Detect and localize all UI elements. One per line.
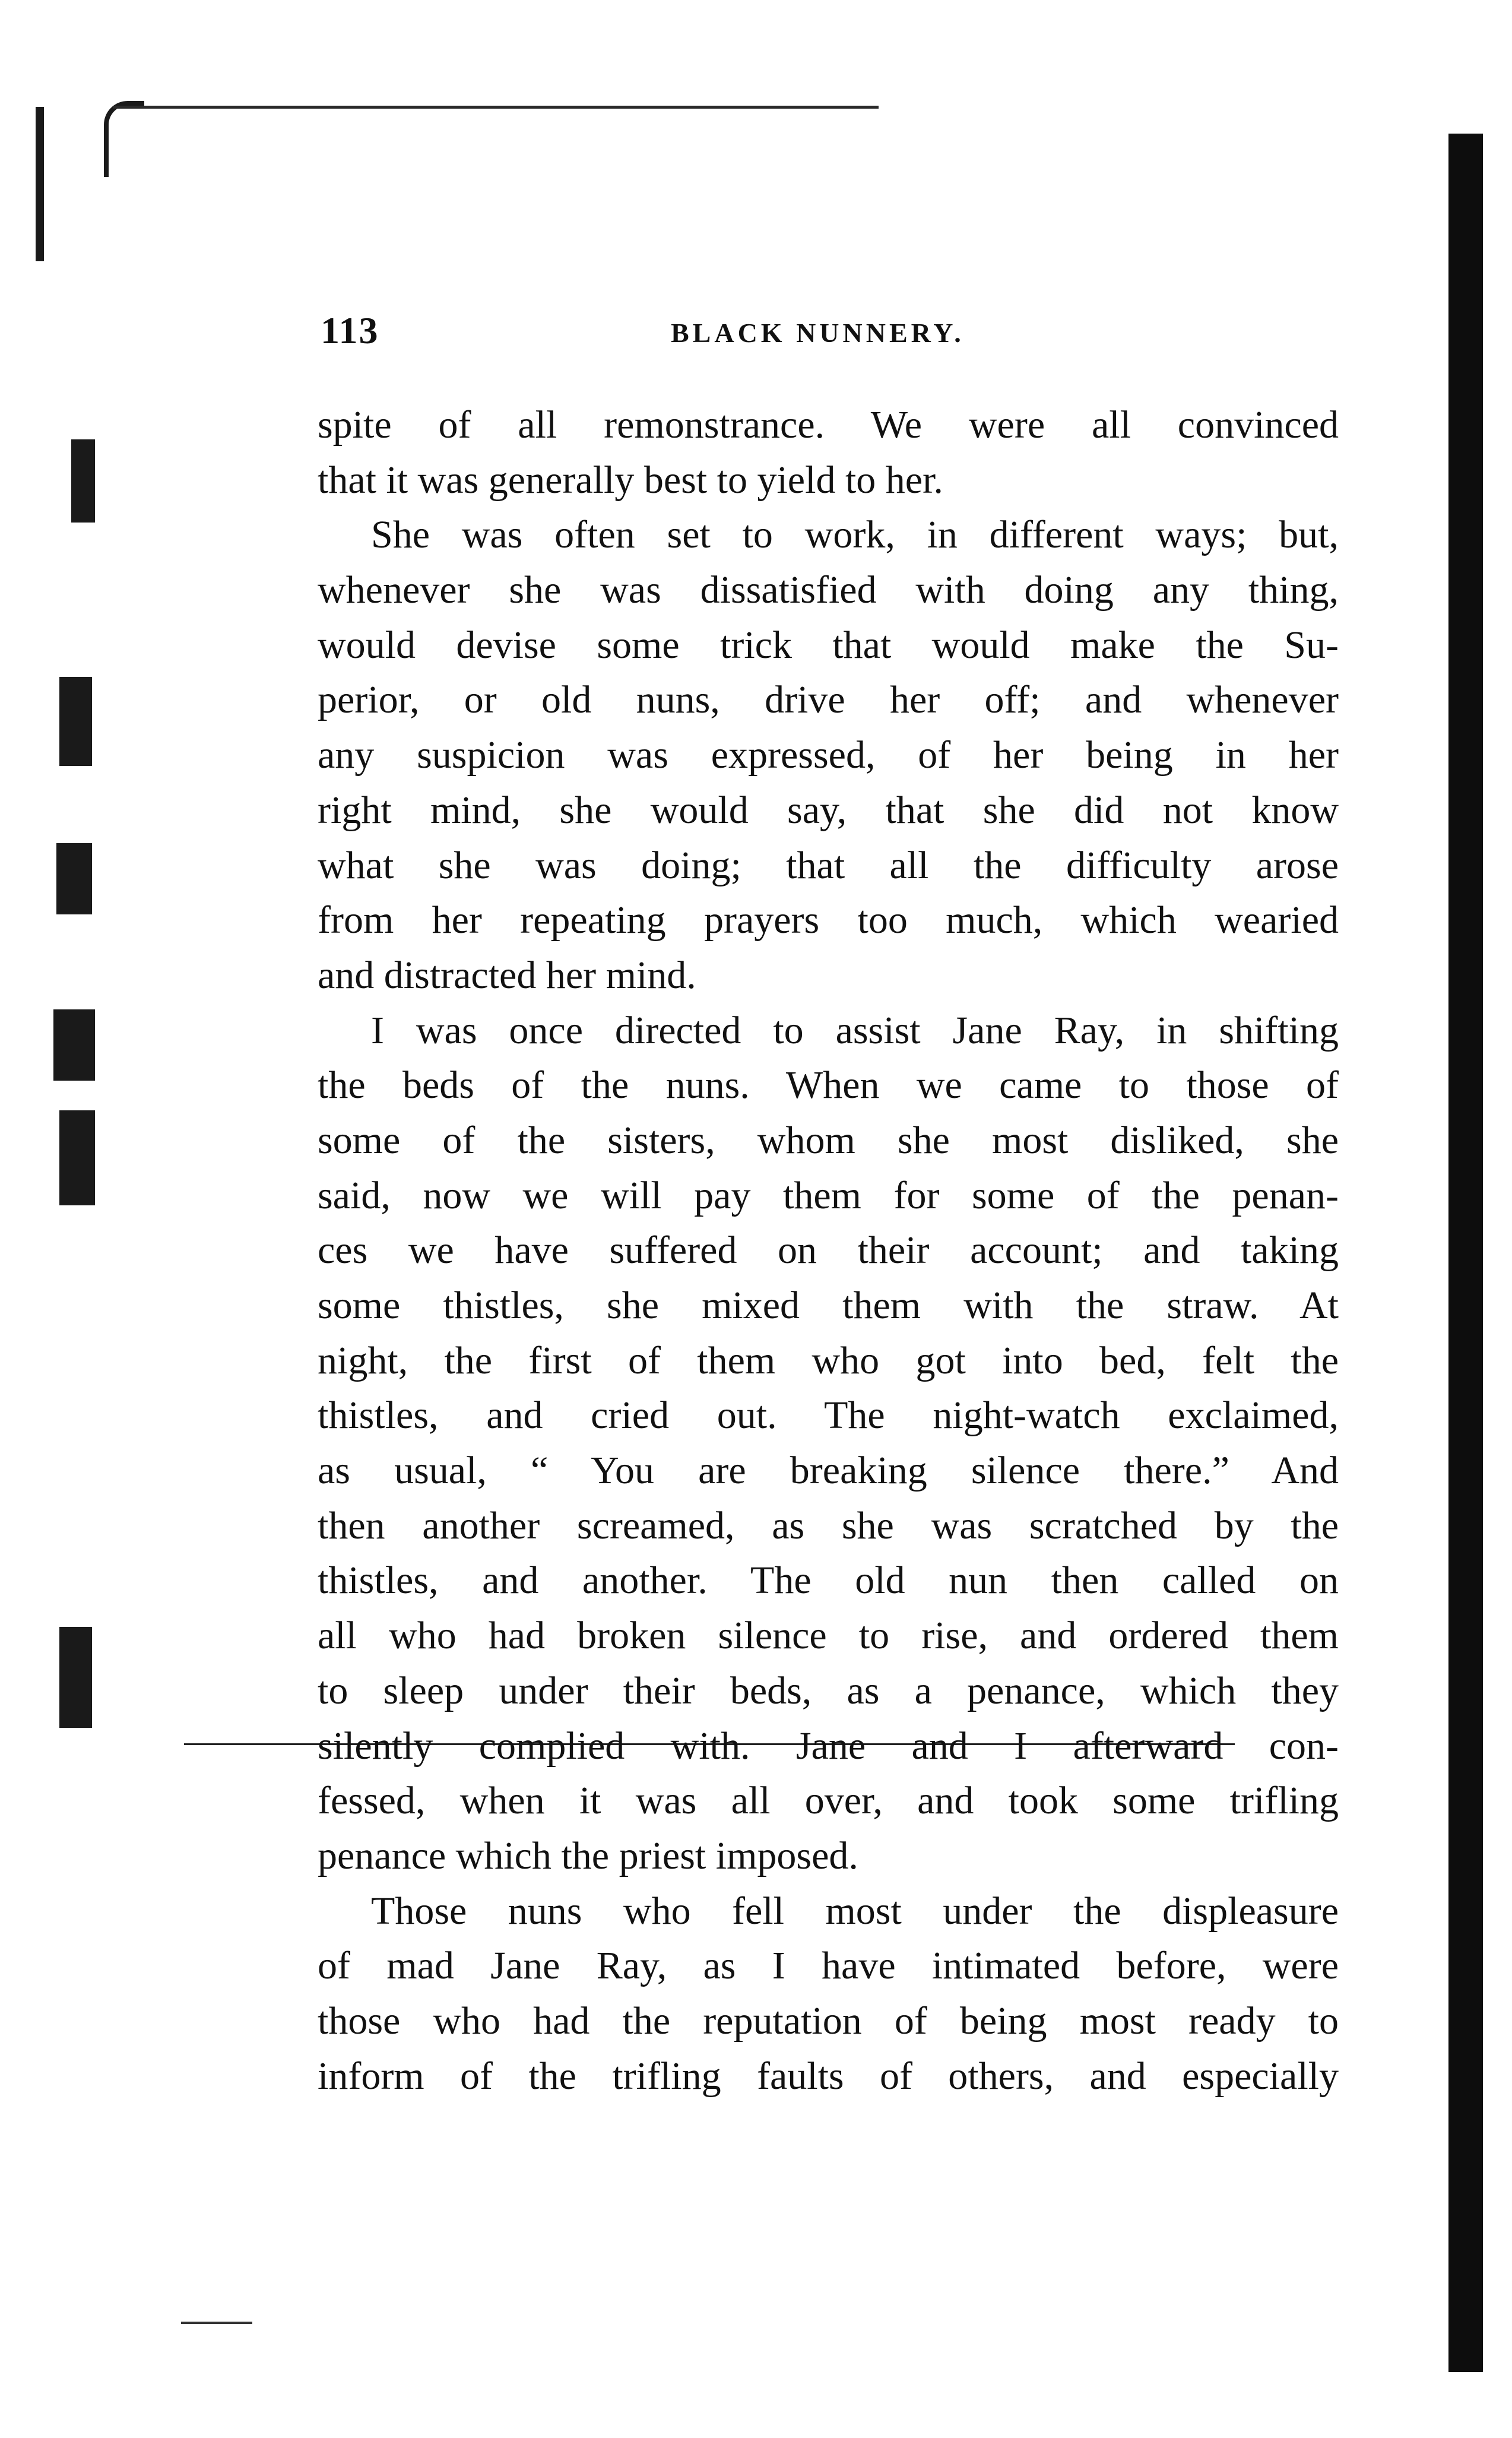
text-line: inform of the trifling faults of others, and especially xyxy=(318,2054,1339,2098)
text-line: night, the first of them who got into bed, felt the xyxy=(318,1338,1339,1382)
text-line: penance which the priest imposed. xyxy=(318,1834,858,1877)
text-line: spite of all remonstrance. We were all convinced xyxy=(318,403,1339,447)
text-line: and distracted her mind. xyxy=(318,953,696,997)
text-line: any suspicion was expressed, of her being in her xyxy=(318,733,1339,777)
text-line: all who had broken silence to rise, and ordered them xyxy=(318,1614,1339,1658)
text-line: that it was generally best to yield to her. xyxy=(318,458,943,502)
text-line: from her repeating prayers too much, which wearied xyxy=(318,898,1339,942)
text-line: thistles, and another. The old nun then called on xyxy=(318,1559,1339,1603)
text-line: perior, or old nuns, drive her off; and whenever xyxy=(318,678,1339,722)
text-line: Those nuns who fell most under the displeasure xyxy=(371,1889,1339,1933)
text-line: whenever she was dissatisfied with doing any thing, xyxy=(318,568,1339,612)
scan-right-border xyxy=(1448,134,1483,2372)
scan-gutter-noise xyxy=(24,83,125,1657)
text-line: some thistles, she mixed them with the straw. At xyxy=(318,1284,1339,1327)
text-line: said, now we will pay them for some of the penan- xyxy=(318,1173,1339,1217)
text-line: those who had the reputation of being most ready to xyxy=(318,1999,1339,2043)
text-line: what she was doing; that all the difficulty arose xyxy=(318,843,1339,887)
text-line: thistles, and cried out. The night-watch exclaimed, xyxy=(318,1394,1339,1438)
text-line: She was often set to work, in different ways; but, xyxy=(371,513,1339,557)
running-header xyxy=(321,309,1342,356)
text-line: fessed, when it was all over, and took some trifling xyxy=(318,1779,1339,1823)
text-line: to sleep under their beds, as a penance, which they xyxy=(318,1668,1339,1712)
text-line: silently complied with. Jane and I afterward con- xyxy=(318,1724,1339,1768)
text-line: I was once directed to assist Jane Ray, in shifting xyxy=(371,1008,1339,1052)
text-line: then another screamed, as she was scratched by the xyxy=(318,1503,1339,1547)
text-line: would devise some trick that would make the Su- xyxy=(318,623,1339,667)
scan-bottom-rule xyxy=(181,2322,252,2324)
text-line: some of the sisters, whom she most disliked, she xyxy=(318,1118,1339,1162)
running-title: BLACK NUNNERY. xyxy=(671,318,965,348)
text-line: of mad Jane Ray, as I have intimated before, were xyxy=(318,1944,1339,1988)
text-line: right mind, she would say, that she did not know xyxy=(318,788,1339,832)
text-line: as usual, “ You are breaking silence there.” And xyxy=(318,1449,1339,1493)
page-number: 113 xyxy=(321,309,379,352)
text-line: the beds of the nuns. When we came to those of xyxy=(318,1063,1339,1107)
text-line: ces we have suffered on their account; and taking xyxy=(318,1229,1339,1272)
body-text xyxy=(318,398,1339,2104)
scan-top-rule xyxy=(113,106,879,109)
